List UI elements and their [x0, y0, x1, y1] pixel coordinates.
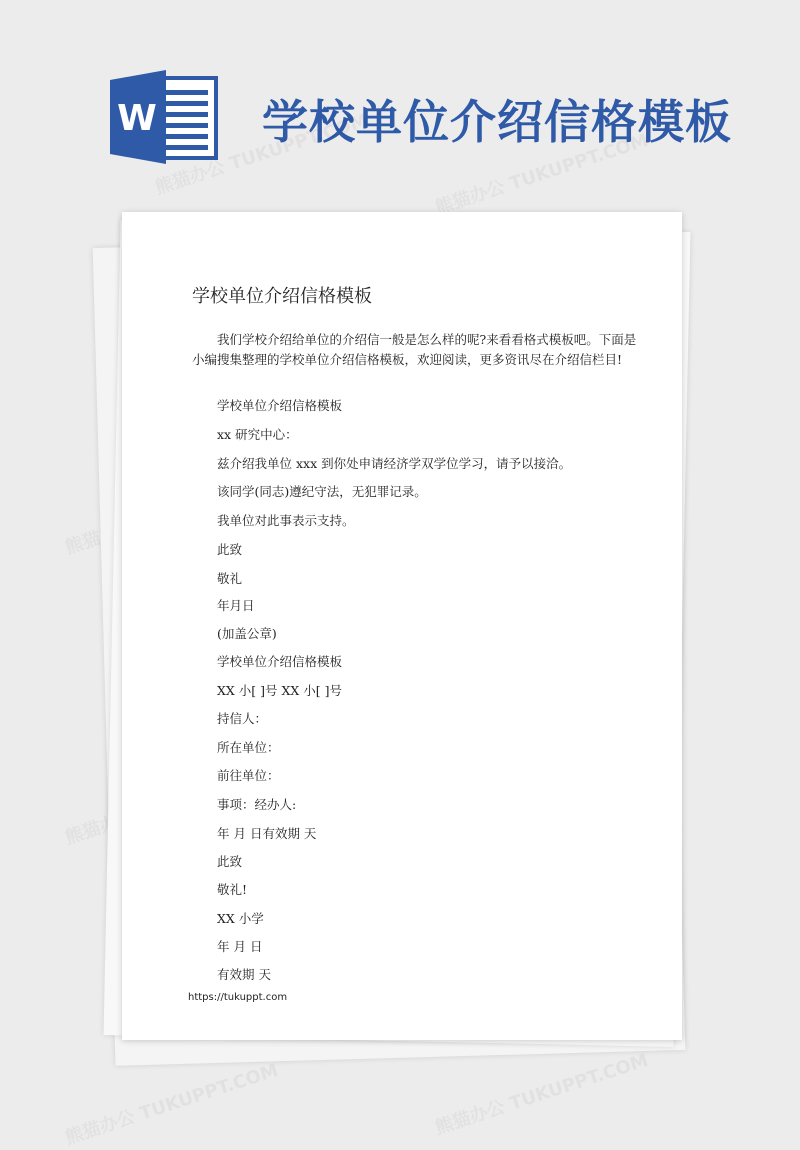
doc-line: 年月日 [217, 598, 255, 613]
intro-paragraph: 我们学校介绍给单位的介绍信一般是怎么样的呢?来看看格式模板吧。下面是小编搜集整理的学校单位介绍信格模板，欢迎阅读，更多资讯尽在介绍信栏目! [192, 332, 637, 367]
doc-line: 我单位对此事表示支持。 [217, 513, 355, 528]
watermark [61, 1056, 281, 1150]
doc-line: (加盖公章) [217, 626, 277, 641]
doc-line: XX 小学 [217, 911, 264, 926]
doc-line: 有效期 天 [217, 967, 271, 982]
doc-line: 兹介绍我单位 xxx 到你处申请经济学双学位学习，请予以接洽。 [217, 456, 572, 471]
doc-line: 年 月 日有效期 天 [217, 826, 317, 841]
doc-line: 学校单位介绍信格模板 [217, 654, 343, 669]
header [0, 0, 800, 200]
doc-line: 敬礼 [217, 571, 243, 586]
doc-line: XX 小[ ]号 XX 小[ ]号 [217, 683, 342, 698]
doc-line: 此致 [217, 854, 243, 869]
doc-line: 事项：经办人: [217, 797, 297, 812]
doc-line: 该同学(同志)遵纪守法，无犯罪记录。 [217, 484, 427, 499]
doc-line: 学校单位介绍信格模板 [217, 398, 343, 413]
footer-url: https://tukuppt.com [188, 992, 288, 1003]
document-page [122, 212, 682, 1040]
doc-line: 敬礼! [217, 882, 248, 897]
doc-line: 前往单位： [217, 768, 280, 783]
word-icon-letter: W [117, 98, 157, 139]
doc-line: 年 月 日 [217, 939, 263, 954]
page-title: 学校单位介绍信格模板 [192, 286, 372, 307]
doc-line: 此致 [217, 542, 243, 557]
doc-line: xx 研究中心： [217, 427, 298, 442]
banner-title: 学校单位介绍信格模板 [262, 95, 732, 149]
doc-line: 所在单位： [217, 740, 280, 755]
doc-line: 持信人： [217, 711, 268, 726]
word-document-icon [110, 70, 222, 164]
watermark [431, 1046, 651, 1140]
